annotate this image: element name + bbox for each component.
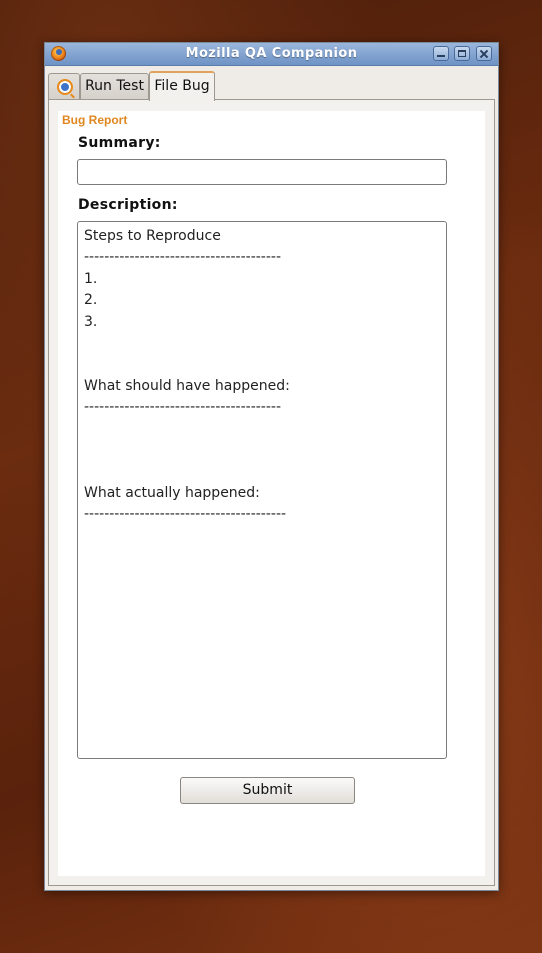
minimize-button[interactable] xyxy=(433,46,449,61)
window-title: Mozilla QA Companion xyxy=(185,46,358,61)
submit-button[interactable]: Submit xyxy=(180,777,355,804)
tab-content xyxy=(48,99,495,886)
description-label: Description: xyxy=(78,197,178,213)
bug-report-panel xyxy=(58,111,485,876)
summary-label: Summary: xyxy=(78,135,161,151)
summary-input[interactable] xyxy=(77,159,447,185)
tab-file-bug[interactable]: File Bug xyxy=(149,71,215,101)
description-textarea[interactable] xyxy=(77,221,447,759)
close-button[interactable] xyxy=(476,46,492,61)
tab-companion[interactable] xyxy=(48,73,80,99)
app-window xyxy=(44,42,499,891)
maximize-button[interactable] xyxy=(454,46,470,61)
qa-companion-icon xyxy=(57,79,73,95)
tab-run-test[interactable]: Run Test xyxy=(80,73,149,99)
bug-report-heading: Bug Report xyxy=(62,113,128,127)
title-bar[interactable] xyxy=(45,43,498,66)
